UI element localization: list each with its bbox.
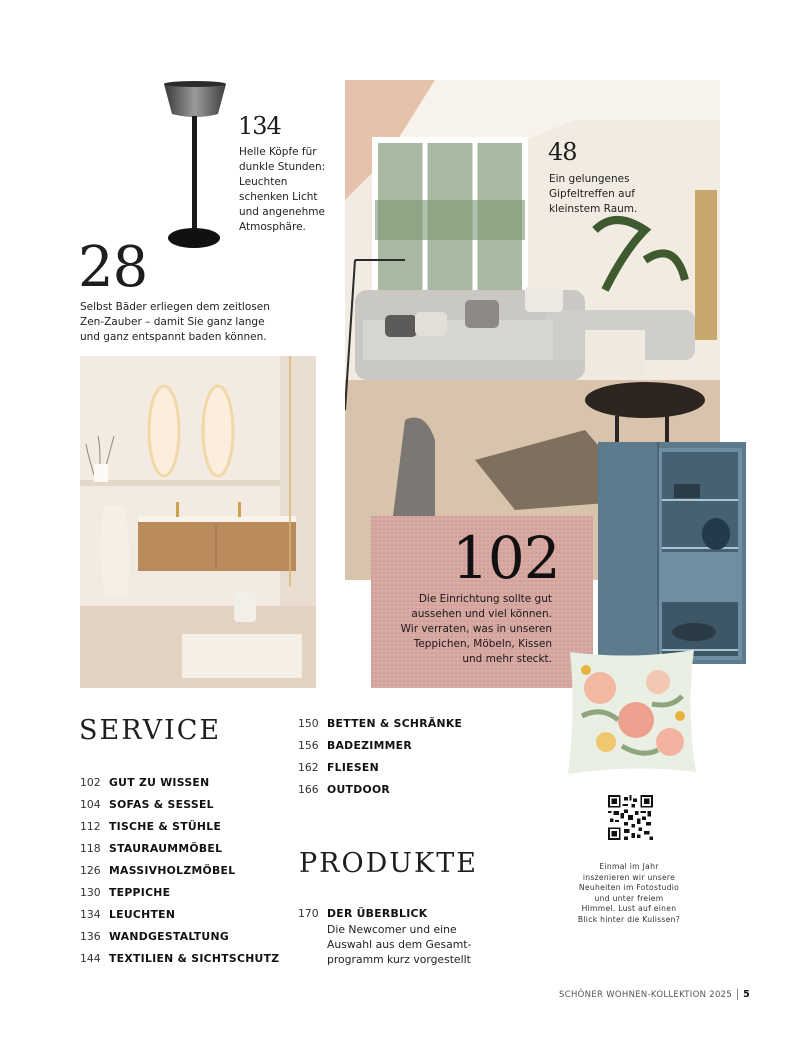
- page-footer: [520, 989, 750, 1000]
- qr-caption-line: Neuheiten im Fotostudio: [578, 883, 680, 892]
- toc-page: 170: [298, 907, 319, 920]
- toc-page: 156: [298, 739, 319, 752]
- produkte-list: [298, 907, 498, 977]
- qr-caption-line: Blick hinter die Kulissen?: [577, 914, 681, 924]
- toc-page: 102: [80, 776, 101, 789]
- toc-label: TEPPICHE: [109, 886, 171, 899]
- caption-line: Gipfeltreffen auf: [549, 188, 635, 200]
- qr-caption-line: inszenieren wir unsere: [582, 872, 676, 882]
- toc-label: SOFAS & SESSEL: [109, 798, 214, 811]
- toc-label: TISCHE & STÜHLE: [109, 820, 222, 833]
- page-number: 5: [743, 989, 750, 1000]
- caption-line: und angenehme: [239, 206, 325, 218]
- caption-line: Helle Köpfe für: [239, 146, 317, 158]
- caption-line: Leuchten: [239, 176, 288, 188]
- lamp-page-number: 134: [238, 112, 281, 140]
- table-lamp-image: [150, 76, 240, 256]
- rug-caption: [392, 592, 552, 667]
- qr-caption-line: Einmal im Jahr: [599, 862, 659, 871]
- toc-page: 162: [298, 761, 319, 774]
- footer-collection: SCHÖNER WOHNEN-KOLLEKTION 2025: [559, 990, 733, 1000]
- toc-page: 104: [80, 798, 101, 811]
- living-caption: [549, 172, 659, 217]
- caption-line: und mehr steckt.: [462, 653, 552, 665]
- toc-label: TEXTILIEN & SICHTSCHUTZ: [109, 952, 280, 965]
- toc-label: BETTEN & SCHRÄNKE: [327, 717, 463, 730]
- service-list: [80, 776, 300, 976]
- toc-page: 126: [80, 864, 101, 877]
- qr-caption: [548, 862, 710, 925]
- toc-label: DER ÜBERBLICK: [327, 907, 428, 920]
- floral-cushion-image: [562, 646, 702, 776]
- toc-label: OUTDOOR: [327, 783, 391, 796]
- caption-line: Zen-Zauber – damit Sie ganz lange: [80, 316, 265, 328]
- bath-page-number: 28: [78, 235, 148, 300]
- toc-label: STAURAUMMÖBEL: [109, 842, 223, 855]
- qr-code-icon[interactable]: [608, 795, 653, 840]
- toc-page: 144: [80, 952, 101, 965]
- service-list-continued: [298, 717, 498, 817]
- caption-line: Teppichen, Möbeln, Kissen: [413, 638, 552, 650]
- display-cabinet-image: [598, 442, 746, 664]
- qr-caption-line: Himmel. Lust auf einen: [581, 904, 677, 913]
- rug-page-number: 102: [452, 524, 560, 592]
- description-line: Auswahl aus dem Gesamt-: [327, 938, 472, 951]
- toc-label: LEUCHTEN: [109, 908, 176, 921]
- caption-line: und ganz entspannt baden können.: [80, 331, 267, 343]
- qr-caption-line: und unter freiem: [594, 893, 664, 903]
- service-heading: SERVICE: [79, 715, 222, 746]
- caption-line: dunkle Stunden:: [239, 161, 326, 173]
- caption-line: aussehen und viel können.: [411, 608, 552, 620]
- toc-page: 166: [298, 783, 319, 796]
- toc-label: GUT ZU WISSEN: [109, 776, 210, 789]
- toc-label: BADEZIMMER: [327, 739, 412, 752]
- toc-label: WANDGESTALTUNG: [109, 930, 229, 943]
- produkte-heading: PRODUKTE: [299, 848, 478, 879]
- bathroom-photo: [80, 356, 316, 688]
- description-line: programm kurz vorgestellt: [327, 953, 471, 966]
- lamp-caption: [239, 145, 339, 235]
- toc-page: 136: [80, 930, 101, 943]
- toc-page: 118: [80, 842, 101, 855]
- living-page-number: 48: [548, 138, 577, 166]
- caption-line: Wir verraten, was in unseren: [400, 623, 552, 635]
- toc-label: MASSIVHOLZMÖBEL: [109, 864, 236, 877]
- toc-page: 112: [80, 820, 101, 833]
- toc-page: 150: [298, 717, 319, 730]
- description-line: Die Newcomer und eine: [327, 923, 457, 936]
- caption-line: Ein gelungenes: [549, 173, 630, 185]
- produkte-description: [327, 922, 487, 967]
- caption-line: Atmosphäre.: [239, 221, 306, 233]
- caption-line: Selbst Bäder erliegen dem zeitlosen: [80, 301, 270, 313]
- caption-line: Die Einrichtung sollte gut: [418, 593, 552, 605]
- caption-line: schenken Licht: [239, 191, 318, 203]
- bath-caption: [80, 300, 280, 345]
- footer-divider: [737, 989, 738, 1000]
- caption-line: kleinstem Raum.: [549, 203, 638, 215]
- toc-page: 130: [80, 886, 101, 899]
- toc-page: 134: [80, 908, 101, 921]
- toc-label: FLIESEN: [327, 761, 379, 774]
